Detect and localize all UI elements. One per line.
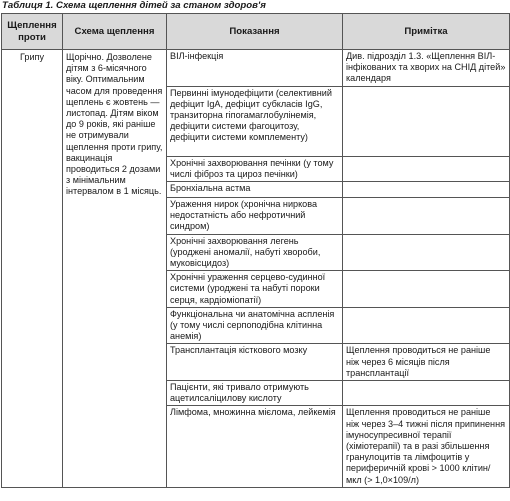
header-note: Примітка <box>343 14 510 50</box>
note-cell <box>343 86 510 156</box>
note-cell: Див. підрозділ 1.3. «Щеплення ВІЛ-інфікованих та хворих на СНІД дітей» календаря <box>343 50 510 87</box>
indication-cell: ВІЛ-інфекція <box>167 50 343 87</box>
note-cell <box>343 271 510 308</box>
indication-cell: Ураження нирок (хронічна ниркова недостатність або нефротичний синдром) <box>167 198 343 235</box>
note-cell <box>343 307 510 344</box>
indication-cell: Функціональна чи анатомічна аспленія (у тому числі серпоподібна клітинна анемія) <box>167 307 343 344</box>
header-schedule: Схема щеплення <box>63 14 167 50</box>
note-cell <box>343 234 510 271</box>
table-caption: Таблиця 1. Схема щеплення дітей за станом здоров'я <box>2 0 266 11</box>
note-cell <box>343 198 510 235</box>
indication-cell: Лімфома, множинна мієлома, лейкемія <box>167 406 343 487</box>
indication-cell: Трансплантація кісткового мозку <box>167 344 343 381</box>
indication-cell: Хронічні ураження серцево-судинної системи (уроджені та набуті пороки серця, кардіоміопатії) <box>167 271 343 308</box>
note-cell: Щеплення проводиться не раніше ніж через 3–4 тижні після припинення імуносупресивної терапії (хіміотерапії) та в разі збільшення гранулоцитів та лімфоцитів у периферичній крові > 1000 клітин/мкл (> 1,0×109/л) <box>343 406 510 487</box>
header-indication: Показання <box>167 14 343 50</box>
table-row <box>2 50 510 87</box>
indication-cell: Бронхіальна астма <box>167 182 343 198</box>
schedule-cell: Щорічно. Дозволене дітям з 6-місячного віку. Оптимальним часом для проведення щеплень є жовтень — листопад. Дітям віком до 9 років, які раніше не отримували щеплення проти грипу, вакцинація проводиться 2 дозами з мінімальним інтервалом в 1 місяць. <box>63 50 167 488</box>
header-row <box>2 14 510 50</box>
note-cell: Щеплення проводиться не раніше ніж через 6 місяців після трансплантації <box>343 344 510 381</box>
vaccination-table <box>1 13 510 488</box>
indication-cell: Первинні імунодефіцити (селективний дефіцит IgA, дефіцит субкласів IgG, транзиторна гіпогамаглобулінемія, дефіцити системи фагоцитозу, дефіцити системи комплементу) <box>167 86 343 156</box>
note-cell <box>343 156 510 181</box>
header-vaccine: Щеплення проти <box>2 14 63 50</box>
vaccine-cell: Грипу <box>2 50 63 488</box>
indication-cell: Хронічні захворювання печінки (у тому числі фіброз та цироз печінки) <box>167 156 343 181</box>
note-cell <box>343 182 510 198</box>
indication-cell: Пацієнти, які тривало отримують ацетилсаліцилову кислоту <box>167 381 343 406</box>
note-cell <box>343 381 510 406</box>
indication-cell: Хронічні захворювання легень (уроджені аномалії, набуті хвороби, муковісцидоз) <box>167 234 343 271</box>
